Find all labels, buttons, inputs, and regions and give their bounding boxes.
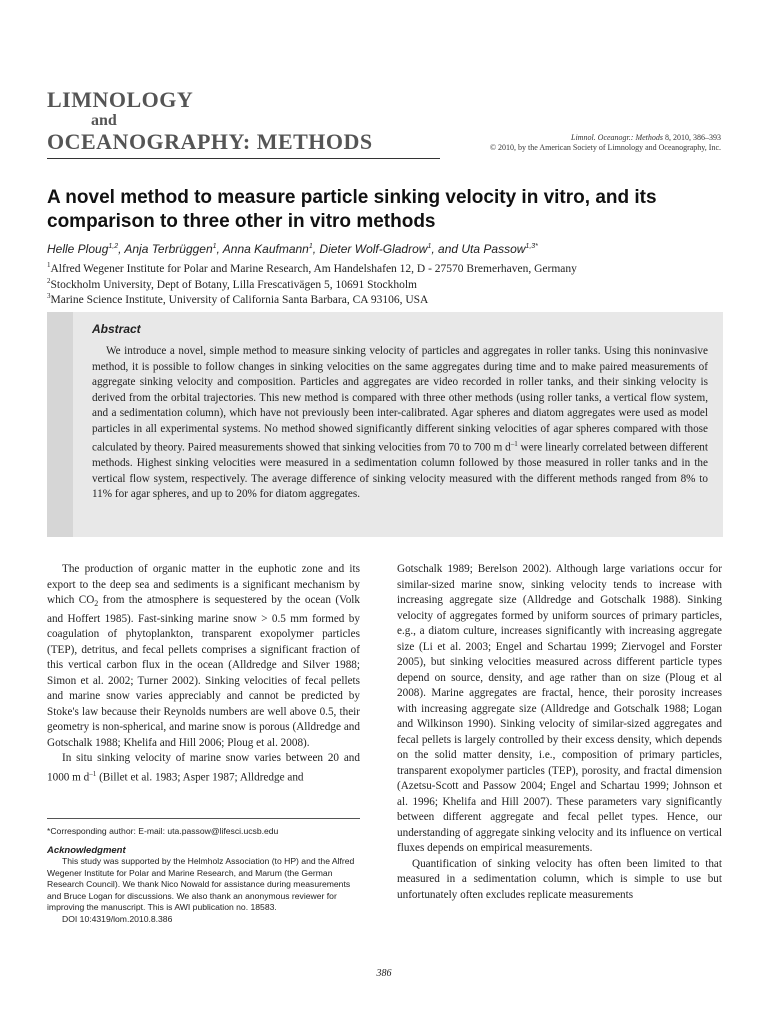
- journal-brand: [47, 88, 373, 154]
- journal-name-line2: and: [91, 112, 117, 129]
- corresponding-author-note: *Corresponding author: E-mail: uta.passow@lifesci.ucsb.edu: [47, 826, 279, 836]
- acknowledgment-heading: Acknowledgment: [47, 844, 126, 856]
- page-number: 386: [376, 968, 392, 979]
- body-column-left: [47, 562, 360, 786]
- journal-abbrev: Limnol. Oceanogr.: Methods: [571, 133, 663, 142]
- body-paragraph: Gotschalk 1989; Berelson 2002). Although large variations occur for similar-sized marine snow, sinking velocity tends to increase with increasing aggregate size (Alldredge and Gotschalk 1988). Sinking velocity of aggregates formed by uniform sources of primary particles, e.g., a diatom culture, increases significantly with increasing aggregate size (Li et al. 2003; Engel and Schartau 1999; Ziervogel and Forster 2005), but sinking velocities measured across different particle types depend on source, density, and age rather than on size (Ploug et al 2008). Marine aggregates are fractal, hence, their porosity increases with increasing aggregate size (Alldredge and Gotschalk 1988; Logan and Wilkinson 1990). Sinking velocity of similar-sized aggregates and fecal pellets is largely controlled by their excess density, which depends on the solid matter density, i.e., composition of primary particles, transparent exopolymer particles (TEP), porosity, and fractal dimension (Azetsu-Scott and Passow 2004; Engel and Schartau 1999; Johnson et al. 1996; Khelifa and Hill 2007). These parameters vary significantly between different aggregate and fecal pellet types. Hence, our understanding of aggregate sinking velocity and its influence on vertical fluxes depends on empirical measurements.: [397, 563, 722, 854]
- body-paragraph: In situ sinking velocity of marine snow varies between 20 and 1000 m $d^{-1}$ (Billet et al. 1983; Asper 1987; Alldredge and: [47, 752, 360, 784]
- citation-line: [490, 133, 721, 143]
- body-column-right: [397, 562, 722, 903]
- affiliation: $^3$Marine Science Institute, University of California Santa Barbara, CA 93106, USA: [47, 292, 429, 306]
- author: Dieter Wolf-Gladrow$^1$, and: [319, 242, 462, 256]
- author-list: [47, 242, 538, 256]
- author: Anja Terbrüggen$^1$,: [124, 242, 223, 256]
- journal-name-line3: OCEANOGRAPHY: METHODS: [47, 129, 373, 154]
- footnotes: [47, 826, 360, 925]
- copyright: © 2010, by the American Society of Limnology and Oceanography, Inc.: [489, 143, 721, 152]
- body-paragraph: The production of organic matter in the euphotic zone and its export to the deep sea and sediments is a significant mechanism by which $CO_2$ from the atmosphere is sequestered by the ocean (Volk and Hoffert 1985). Fast-sinking marine snow > 0.5 mm formed by coagulation of phytoplankton, transparent exopolymer particles (TEP), detritus, and fecal pellets comprises a significant fraction of this vertical carbon flux in the ocean (Alldredge and Silver 1988; Simon et al. 2002; Turner 2002). Sinking velocities of fecal pellets and marine snow varies appreciably and cannot be predicted by Stoke's law because their Reynolds numbers are well above 0.5, their geometry is non-spherical, and marine snow is porous (Alldredge and Gotschalk 1988; Khelifa and Hill 2006; Ploug et al. 2008).: [47, 563, 360, 749]
- doi: DOI 10:4319/lom.2010.8.386: [62, 913, 173, 924]
- author: Helle Ploug$^{1,2}$,: [47, 242, 125, 256]
- citation: [490, 133, 721, 153]
- affiliation: $^2$Stockholm University, Dept of Botany, Lilla Frescativägen 5, 10691 Stockholm: [47, 277, 417, 291]
- body-paragraph: Quantification of sinking velocity has often been limited to that measured in a sedimentation column, which is simple to use but unfortunately often excludes replicate measurements: [397, 857, 722, 901]
- abstract-side-bar: [47, 312, 73, 537]
- author: Anna Kaufmann$^1$,: [222, 242, 320, 256]
- acknowledgment-text: This study was supported by the Helmholz Association (to HP) and the Alfred Wegener Institute for Polar and Marine Research, and Marum (the German Research Council). We thank Nico Nowald for assistance during measurements and Bruce Logan for discussions. We also thank an anonymous reviewer for improving the manuscript. This is AWI publication no. 18583.: [47, 856, 355, 912]
- affiliation: $^1$Alfred Wegener Institute for Polar and Marine Research, Am Handelshafen 12, D - 27570 Bremerhaven, Germany: [47, 261, 577, 275]
- footnote-rule: [47, 818, 360, 819]
- journal-name-line1: LIMNOLOGY: [47, 87, 194, 112]
- header-rule: [47, 158, 440, 159]
- author: Uta Passow$^{1,3*}$: [461, 242, 538, 256]
- abstract-heading: Abstract: [92, 322, 141, 336]
- article-title: A novel method to measure particle sinking velocity in vitro, and its comparison to three other in vitro methods: [47, 187, 657, 232]
- abstract-text: We introduce a novel, simple method to measure sinking velocity of particles and aggregates in roller tanks. Using this noninvasive method, it is possible to follow changes in sinking velocities on the same aggregates during time and to make paired measurements of aggregate sinking velocity and composition. Particles and aggregates are video recorded in roller tanks, and their sinking velocity is derived from the orbital trajectories. This new method is compared with three other methods (using roller tanks, a vertical flow system, and a sedimentation column), which have not previously been inter-calibrated. Agar spheres and diatom aggregates were used as model particles in all experimental systems. No method showed significantly different sinking velocities of agar spheres compared with those calculated by theory. Paired measurements showed that sinking velocities from 70 to 700 m $d^{-1}$ were linearly correlated between different methods. Highest sinking velocities were measured in a sedimentation column followed by those measured in roller tanks and in the vertical flow system, respectively. The average difference of sinking velocity measured with the different methods ranged from 8% to 11% for agar spheres, and up to 20% for diatom aggregates.: [92, 345, 708, 501]
- volume-pages: 8, 2010, 386–393: [663, 133, 721, 142]
